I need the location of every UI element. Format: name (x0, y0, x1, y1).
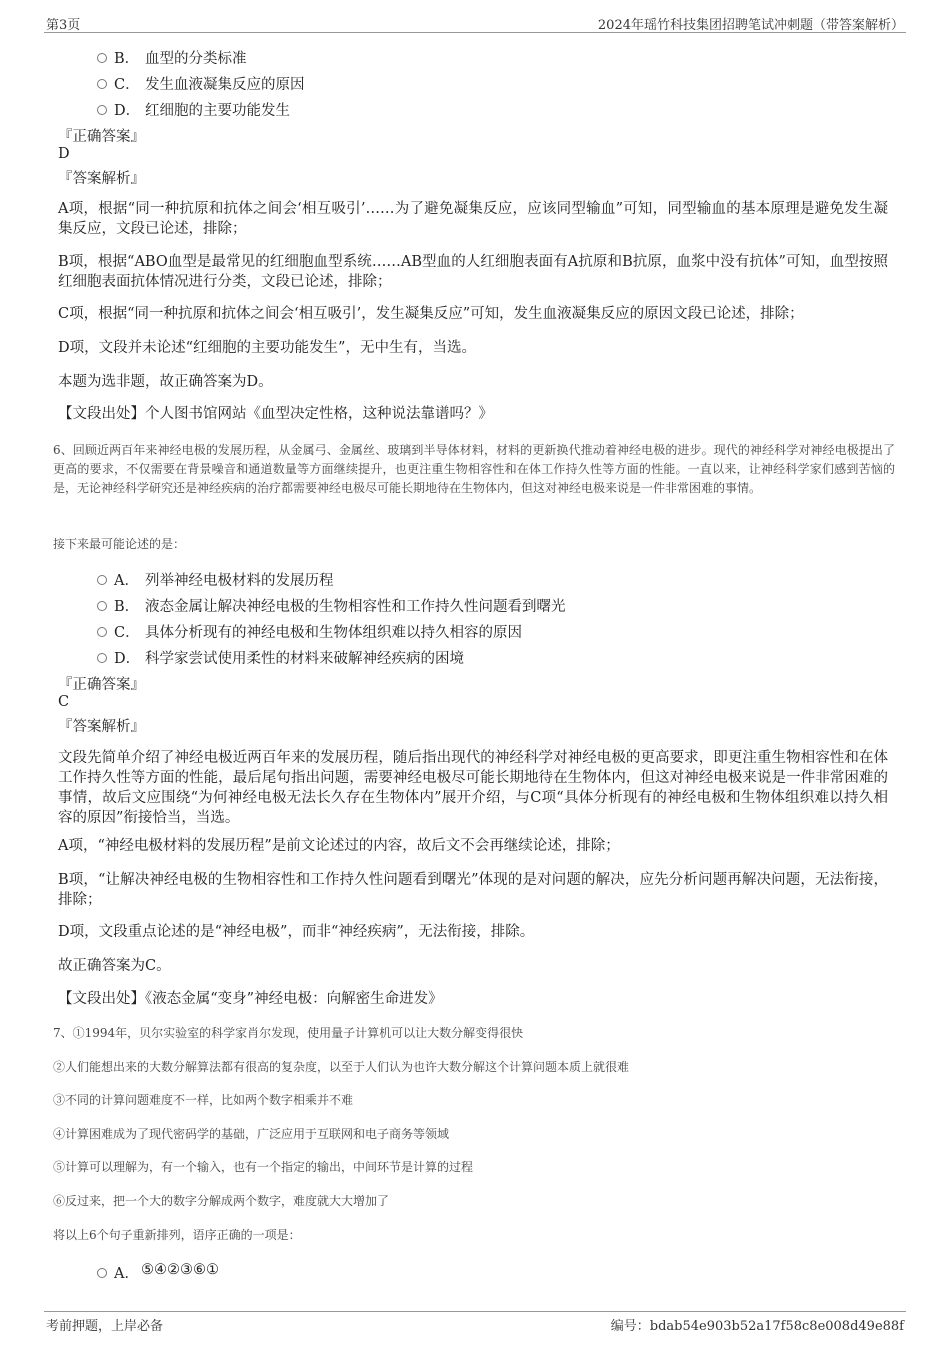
q6-answer-heading: 『正确答案』 (58, 677, 145, 693)
option-text: 红细胞的主要功能发生 (145, 103, 290, 119)
option-label: A． (114, 1266, 139, 1282)
q6-analysis-b: B项，“让解决神经电极的生物相容性和工作持久性问题看到曙光”体现的是对问题的解决，应先分析问题再解决问题，无法衔接，排除； (58, 872, 888, 908)
option-text: 发生血液凝集反应的原因 (145, 77, 305, 93)
q5-conclusion: 本题为选非题，故正确答案为D。 (58, 374, 273, 390)
option-text: 液态金属让解决神经电极的生物相容性和工作持久性问题看到曙光 (145, 599, 566, 615)
q5-source: 【文段出处】个人图书馆网站《血型决定性格，这种说法靠谱吗？》 (58, 406, 493, 422)
radio-button[interactable] (97, 105, 107, 115)
radio-button[interactable] (97, 627, 107, 637)
q6-conclusion: 故正确答案为C。 (58, 958, 171, 974)
option-label: C． (114, 625, 140, 641)
document-title: 2024年瑶竹科技集团招聘笔试冲刺题（带答案解析） (597, 18, 904, 33)
q6-prompt: 接下来最可能论述的是： (53, 537, 186, 551)
q5-analysis-c: C项，根据“同一种抗原和抗体之间会‘相互吸引’，发生凝集反应”可知，发生血液凝集反应的原因文段已论述，排除； (58, 306, 804, 322)
option-text: 血型的分类标准 (145, 51, 247, 67)
option-label: A． (114, 573, 139, 589)
document-code: 编号：bdab54e903b52a17f58c8e008d49e88f (610, 1319, 904, 1334)
q6-analysis-heading: 『答案解析』 (58, 719, 145, 735)
option-text: 科学家尝试使用柔性的材料来破解神经疾病的困境 (145, 651, 464, 667)
q5-answer: D (58, 146, 70, 162)
q6-analysis-d: D项，文段重点论述的是“神经电极”，而非“神经疾病”，无法衔接，排除。 (58, 924, 535, 940)
option-label: D． (114, 103, 141, 119)
q7-sentence-5: ⑤计算可以理解为，有一个输入，也有一个指定的输出，中间环节是计算的过程 (53, 1160, 474, 1174)
q6-analysis-a: A项，“神经电极材料的发展历程”是前文论述过的内容，故后文不会再继续论述，排除； (58, 838, 620, 854)
q6-stem: 6、回顾近两百年来神经电极的发展历程，从金属弓、金属丝、玻璃到半导体材料，材料的更新换代推动着神经电极的进步。现代的神经科学对神经电极提出了更高的要求，不仅需要在背景噪音和通道数量等方面继续提升，也更注重生物相容性和在体工作持久性等方面的性能。一直以来，让神经科学家们感到苦恼的是，无论神经科学研究还是神经疾病的治疗都需要神经电极尽可能长期地待在生物体内，但这对神经电极来说是一件非常困难的事情。 (53, 443, 895, 495)
q6-source: 【文段出处】《液态金属“变身”神经电极：向解密生命进发》 (58, 991, 443, 1007)
page-number: 第3页 (46, 18, 81, 33)
q7-sentence-4: ④计算困难成为了现代密码学的基础，广泛应用于互联网和电子商务等领域 (53, 1127, 450, 1141)
radio-button[interactable] (97, 601, 107, 611)
radio-button[interactable] (97, 53, 107, 63)
q7-prompt: 将以上6个句子重新排列，语序正确的一项是： (53, 1228, 301, 1242)
q7-sentence-6: ⑥反过来，把一个大的数字分解成两个数字，难度就大大增加了 (53, 1194, 390, 1208)
q5-analysis-d: D项，文段并未论述“红细胞的主要功能发生”，无中生有，当选。 (58, 340, 476, 356)
option-label: D． (114, 651, 141, 667)
option-label: C． (114, 77, 140, 93)
q5-answer-heading: 『正确答案』 (58, 129, 145, 145)
q7-sentence-2: ②人们能想出来的大数分解算法都有很高的复杂度，以至于人们认为也许大数分解这个计算问题本质上就很难 (53, 1060, 630, 1074)
footer-slogan: 考前押题，上岸必备 (46, 1319, 164, 1334)
q5-analysis-b: B项，根据“ABO血型是最常见的红细胞血型系统……AB型血的人红细胞表面有A抗原和B抗原，血浆中没有抗体”可知，血型按照红细胞表面抗体情况进行分类，文段已论述，排除； (58, 254, 888, 290)
radio-button[interactable] (97, 653, 107, 663)
q7-sentence-3: ③不同的计算问题难度不一样，比如两个数字相乘并不难 (53, 1093, 354, 1107)
radio-button[interactable] (97, 79, 107, 89)
q5-analysis-heading: 『答案解析』 (58, 171, 145, 187)
option-text: 具体分析现有的神经电极和生物体组织难以持久相容的原因 (145, 625, 522, 641)
q5-analysis-a: A项，根据“同一种抗原和抗体之间会‘相互吸引’……为了避免凝集反应，应该同型输血”可知，同型输血的基本原理是避免发生凝集反应，文段已论述，排除； (58, 201, 888, 237)
page-header (44, 0, 906, 33)
q7-sentence-1: 7、①1994年，贝尔实验室的科学家肖尔发现，使用量子计算机可以让大数分解变得很快 (53, 1026, 524, 1040)
option-label: B． (114, 599, 140, 615)
radio-button[interactable] (97, 575, 107, 585)
option-text: 列举神经电极材料的发展历程 (145, 573, 334, 589)
page-footer (44, 1311, 906, 1341)
radio-button[interactable] (97, 1268, 107, 1278)
q6-answer: C (58, 694, 70, 710)
option-text: ⑤④②③⑥① (141, 1262, 219, 1278)
option-label: B． (114, 51, 140, 67)
q6-analysis-main: 文段先简单介绍了神经电极近两百年来的发展历程，随后指出现代的神经科学对神经电极的更高要求，即更注重生物相容性和在体工作持久性等方面的性能，最后尾句指出问题，需要神经电极尽可能长期地待在生物体内，但这对神经电极来说是一件非常困难的事情，故后文应围绕“为何神经电极无法长久存在生物体内”展开介绍，与C项“具体分析现有的神经电极和生物体组织难以持久相容的原因”衔接恰当，当选。 (58, 750, 888, 826)
